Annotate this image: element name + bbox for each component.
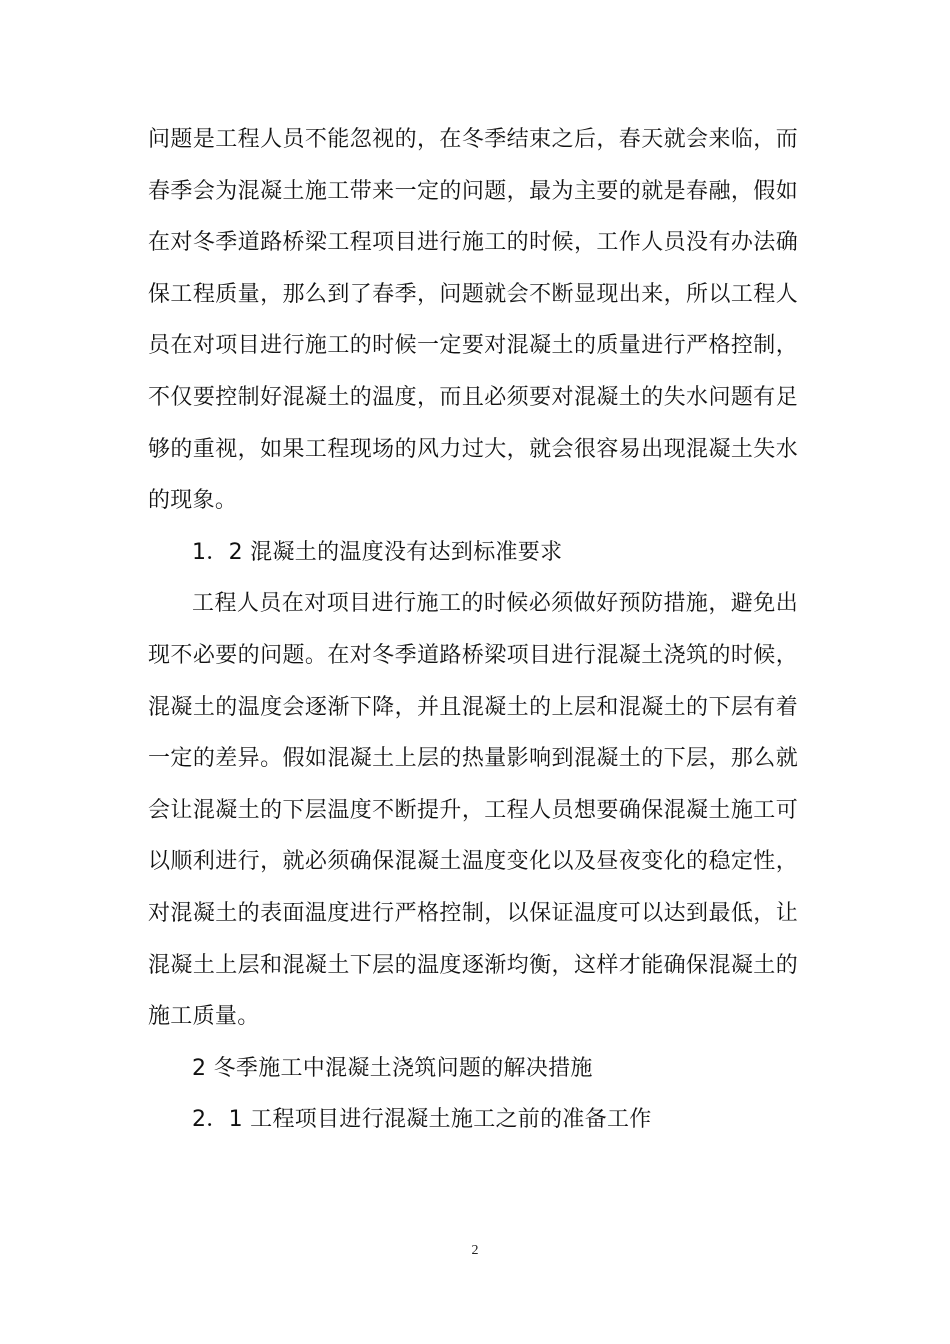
- section-heading-2-1: 2．1 工程项目进行混凝土施工之前的准备工作: [192, 1107, 652, 1133]
- paragraph-temperature: 工程人员在对项目进行施工的时候必须做好预防措施，避免出现不必要的问题。在对冬季道路桥梁项目进行混凝土浇筑的时候，混凝土的温度会逐渐下降，并且混凝土的上层和混凝土的下层有着一定的差异。假如混凝土上层的热量影响到混凝土的下层，那么就会让混凝土的下层温度不断提升，工程人员想要确保混凝土施工可以顺利进行，就必须确保混凝土温度变化以及昼夜变化的稳定性，对混凝土的表面温度进行严格控制，以保证温度可以达到最低，让混凝土上层和混凝土下层的温度逐渐均衡，这样才能确保混凝土的施工质量。: [148, 591, 798, 1030]
- section-heading-1-2: 1．2 混凝土的温度没有达到标准要求: [192, 539, 563, 565]
- document-body: [148, 114, 798, 1146]
- section-heading-2: 2 冬季施工中混凝土浇筑问题的解决措施: [192, 1055, 593, 1081]
- page-number: 2: [471, 1243, 479, 1258]
- paragraph-continued: 问题是工程人员不能忽视的，在冬季结束之后，春天就会来临，而春季会为混凝土施工带来一定的问题，最为主要的就是春融，假如在对冬季道路桥梁工程项目进行施工的时候，工作人员没有办法确保工程质量，那么到了春季，问题就会不断显现出来，所以工程人员在对项目进行施工的时候一定要对混凝土的质量进行严格控制，不仅要控制好混凝土的温度，而且必须要对混凝土的失水问题有足够的重视，如果工程现场的风力过大，就会很容易出现混凝土失水的现象。: [148, 127, 798, 514]
